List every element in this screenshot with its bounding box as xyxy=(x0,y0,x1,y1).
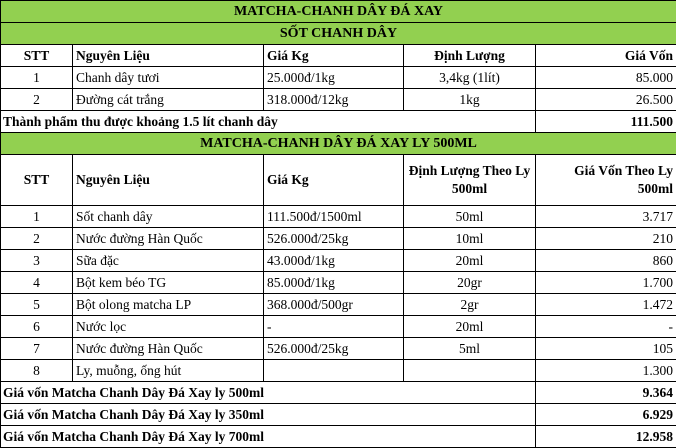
table-row xyxy=(1,67,676,89)
cell-amount: 20gr xyxy=(404,272,536,294)
cell-price-kg: 43.000đ/1kg xyxy=(264,250,404,272)
sheet-title: MATCHA-CHANH DÂY ĐÁ XAY xyxy=(1,1,676,23)
table-row xyxy=(1,272,676,294)
cell-ingredient: Nước đường Hàn Quốc xyxy=(73,338,264,360)
cell-stt: 4 xyxy=(1,272,73,294)
cell-price-kg: 368.000đ/500gr xyxy=(264,294,404,316)
section2-title: MATCHA-CHANH DÂY ĐÁ XAY LY 500ML xyxy=(1,133,676,155)
cell-cost: 3.717 xyxy=(536,206,676,228)
summary-value: 6.929 xyxy=(536,404,676,426)
col-ingredient: Nguyên Liệu xyxy=(73,155,264,206)
cell-ingredient: Sữa đặc xyxy=(73,250,264,272)
summary-value: 12.958 xyxy=(536,426,676,448)
col-amount: Định Lượng xyxy=(404,45,536,67)
col-price-kg: Giá Kg xyxy=(264,155,404,206)
cell-price-kg: 85.000đ/1kg xyxy=(264,272,404,294)
table-row xyxy=(1,206,676,228)
cell-stt: 8 xyxy=(1,360,73,382)
cell-price-kg: 318.000đ/12kg xyxy=(264,89,404,111)
cell-amount: 10ml xyxy=(404,228,536,250)
table-row xyxy=(1,316,676,338)
cell-amount: 20ml xyxy=(404,250,536,272)
table-row xyxy=(1,89,676,111)
summary-value: 9.364 xyxy=(536,382,676,404)
cell-stt: 6 xyxy=(1,316,73,338)
summary-label: Giá vốn Matcha Chanh Dây Đá Xay ly 350ml xyxy=(1,404,536,426)
cell-ingredient: Bột olong matcha LP xyxy=(73,294,264,316)
cell-ingredient: Nước lọc xyxy=(73,316,264,338)
table-row xyxy=(1,338,676,360)
table-row xyxy=(1,250,676,272)
table-row xyxy=(1,360,676,382)
cell-cost: 85.000 xyxy=(536,67,676,89)
cell-amount: 3,4kg (1lít) xyxy=(404,67,536,89)
cell-price-kg: 526.000đ/25kg xyxy=(264,228,404,250)
cell-stt: 5 xyxy=(1,294,73,316)
cell-stt: 1 xyxy=(1,67,73,89)
cell-amount: 50ml xyxy=(404,206,536,228)
summary-row-700ml xyxy=(1,426,676,448)
total-label: Thành phẩm thu được khoảng 1.5 lít chanh dây xyxy=(1,111,536,133)
cell-stt: 7 xyxy=(1,338,73,360)
cell-cost: - xyxy=(536,316,676,338)
cell-cost: 105 xyxy=(536,338,676,360)
cell-cost: 1.700 xyxy=(536,272,676,294)
cell-ingredient: Sốt chanh dây xyxy=(73,206,264,228)
cell-ingredient: Bột kem béo TG xyxy=(73,272,264,294)
col-amount-per-cup: Định Lượng Theo Ly 500ml xyxy=(404,155,536,206)
cell-ingredient: Ly, muỗng, ống hút xyxy=(73,360,264,382)
summary-label: Giá vốn Matcha Chanh Dây Đá Xay ly 700ml xyxy=(1,426,536,448)
col-stt: STT xyxy=(1,45,73,67)
cell-price-kg: 526.000đ/25kg xyxy=(264,338,404,360)
cell-stt: 2 xyxy=(1,89,73,111)
table-row xyxy=(1,228,676,250)
cell-amount xyxy=(404,360,536,382)
section1-total-row xyxy=(1,111,676,133)
cell-price-kg: 111.500đ/1500ml xyxy=(264,206,404,228)
cell-stt: 1 xyxy=(1,206,73,228)
cell-cost: 210 xyxy=(536,228,676,250)
col-cost-per-cup: Giá Vốn Theo Ly 500ml xyxy=(536,155,676,206)
cell-stt: 3 xyxy=(1,250,73,272)
cell-ingredient: Đường cát trắng xyxy=(73,89,264,111)
summary-label: Giá vốn Matcha Chanh Dây Đá Xay ly 500ml xyxy=(1,382,536,404)
table-row xyxy=(1,294,676,316)
cell-cost: 1.472 xyxy=(536,294,676,316)
cell-price-kg: 25.000đ/1kg xyxy=(264,67,404,89)
col-price-kg: Giá Kg xyxy=(264,45,404,67)
cell-cost: 1.300 xyxy=(536,360,676,382)
col-cost: Giá Vốn xyxy=(536,45,676,67)
section1-title: SỐT CHANH DÂY xyxy=(1,23,676,45)
cell-price-kg: - xyxy=(264,316,404,338)
cell-ingredient: Chanh dây tươi xyxy=(73,67,264,89)
cell-price-kg xyxy=(264,360,404,382)
summary-row-350ml xyxy=(1,404,676,426)
cell-cost: 26.500 xyxy=(536,89,676,111)
section2-header-row xyxy=(1,155,676,206)
col-stt: STT xyxy=(1,155,73,206)
cell-amount: 2gr xyxy=(404,294,536,316)
summary-row-500ml xyxy=(1,382,676,404)
cell-cost: 860 xyxy=(536,250,676,272)
cell-amount: 5ml xyxy=(404,338,536,360)
total-value: 111.500 xyxy=(536,111,676,133)
col-ingredient: Nguyên Liệu xyxy=(73,45,264,67)
cell-amount: 20ml xyxy=(404,316,536,338)
cell-stt: 2 xyxy=(1,228,73,250)
cell-ingredient: Nước đường Hàn Quốc xyxy=(73,228,264,250)
cell-amount: 1kg xyxy=(404,89,536,111)
section1-header-row xyxy=(1,45,676,67)
